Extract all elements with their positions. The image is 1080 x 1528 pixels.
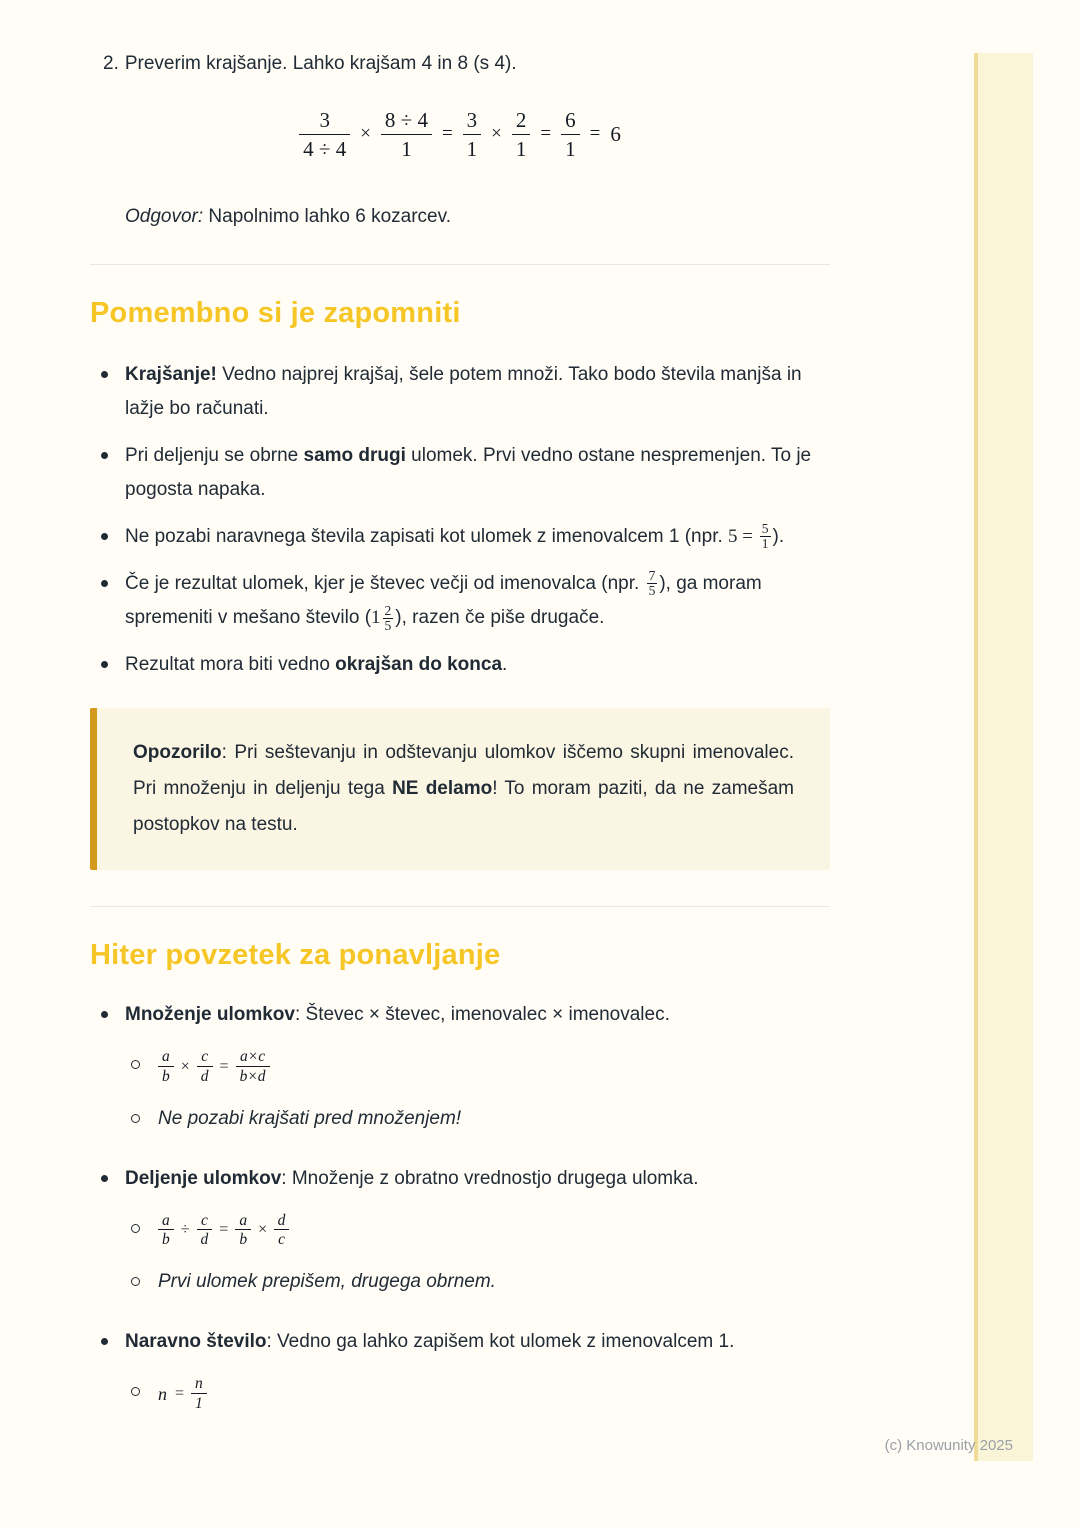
document-content: [90, 0, 830, 1413]
math-operator: ×: [180, 1057, 190, 1075]
fraction-numerator: c: [197, 1048, 213, 1067]
fraction: [158, 1212, 174, 1250]
answer-label: Odgovor:: [125, 206, 204, 227]
fraction: [299, 107, 350, 163]
important-bullet-list: [90, 358, 830, 682]
fraction-numerator: 5: [761, 521, 769, 537]
bullet-marker: [101, 452, 108, 459]
sub-note: [90, 1265, 830, 1299]
bullet-marker: [101, 533, 108, 540]
fraction-denominator: 1: [466, 136, 478, 161]
fraction-numerator: a: [158, 1048, 174, 1067]
fraction-denominator: b: [239, 1231, 248, 1249]
fraction-denominator: d: [200, 1067, 209, 1085]
bullet-marker: [101, 1011, 108, 1018]
warning-callout: Opozorilo: Pri seštevanju in odštevanju ulomkov iščemo skupni imenovalec. Pri množenju in deljenju tega NE delamo! To moram paziti, da ne zamešam postopkov na testu.: [90, 708, 830, 870]
fraction-numerator: n: [191, 1375, 207, 1394]
sub-bullet-marker: [131, 1060, 140, 1069]
bold-text: Množenje ulomkov: [125, 1004, 295, 1025]
fraction-denominator: 1: [515, 136, 527, 161]
fraction: [383, 604, 394, 633]
math-value: 6: [610, 121, 621, 146]
math-operator: =: [219, 1057, 229, 1075]
section-title-summary: Hiter povzetek za ponavljanje: [90, 939, 501, 971]
mixed-whole: 1: [371, 607, 381, 628]
sub-bullet-marker: [131, 1277, 140, 1286]
fraction-denominator: b×d: [239, 1067, 266, 1085]
numbered-step: [90, 50, 830, 79]
fraction-denominator: 1: [195, 1395, 203, 1413]
math-operator: ÷: [180, 1221, 190, 1239]
answer-text: Napolnimo lahko 6 kozarcev.: [203, 206, 451, 227]
fraction-numerator: 2: [512, 107, 531, 135]
section-divider: [90, 906, 830, 907]
bullet-marker: [101, 661, 108, 668]
fraction: [463, 107, 482, 163]
summary-item: [90, 1325, 830, 1359]
fraction-denominator: b: [162, 1231, 170, 1249]
fraction-denominator: 5: [648, 583, 656, 599]
math-operator: ×: [491, 123, 502, 145]
bullet-text: Pri deljenju se obrne samo drugi ulomek. Prvi vedno ostane nespremenjen. To je pogosta napaka.: [125, 445, 812, 500]
fraction-denominator: 5: [384, 618, 392, 634]
summary-item: [90, 998, 830, 1032]
sub-note: [90, 1102, 830, 1136]
math-operator: =: [540, 123, 552, 145]
fraction-numerator: c: [197, 1212, 213, 1231]
summary-item: [90, 1162, 830, 1196]
sub-formula: [90, 1375, 830, 1413]
math-operator: =: [175, 1385, 185, 1403]
sub-formula: [90, 1212, 830, 1250]
bullet-marker: [101, 371, 108, 378]
math-variable: n: [158, 1384, 167, 1405]
fraction: [235, 1212, 251, 1250]
fraction-numerator: a×c: [236, 1048, 270, 1067]
fraction-numerator: 3: [463, 107, 482, 135]
sub-bullet-marker: [131, 1387, 140, 1396]
fraction-denominator: 1: [401, 136, 412, 161]
fraction: [274, 1212, 289, 1250]
inline-math: 5 =: [728, 526, 758, 547]
fraction: [191, 1375, 207, 1413]
bullet-item: [90, 520, 830, 554]
fraction-equation: [90, 107, 830, 163]
bold-text: samo drugi: [303, 445, 406, 466]
fraction-numerator: 2: [384, 602, 392, 618]
answer-line: [90, 206, 830, 228]
bold-text: NE delamo: [392, 778, 493, 799]
math-operator: =: [441, 123, 453, 145]
sub-formula: [90, 1048, 830, 1086]
summary-list: [90, 998, 830, 1413]
fraction-numerator: 8 ÷ 4: [381, 107, 432, 135]
summary-item-text: Množenje ulomkov: Števec × števec, imenovalec × imenovalec.: [125, 1004, 670, 1025]
bold-text: Deljenje ulomkov: [125, 1167, 282, 1189]
notebook-margin-stripe: [974, 53, 1033, 1461]
math-operator: =: [219, 1221, 229, 1239]
fraction-denominator: c: [278, 1231, 285, 1249]
bullet-item: [90, 439, 830, 507]
fraction: [197, 1048, 213, 1086]
step-number: 2.: [103, 53, 119, 74]
fraction: [512, 107, 531, 163]
bullet-text: Krajšanje! Vedno najprej krajšaj, šele potem množi. Tako bodo števila manjša in lažje bo računati.: [125, 364, 802, 419]
fraction-numerator: 6: [561, 107, 580, 135]
step-text: Preverim krajšanje. Lahko krajšam 4 in 8 (s 4).: [124, 53, 517, 74]
bullet-text: Rezultat mora biti vedno okrajšan do konca.: [125, 654, 508, 675]
fraction-denominator: 1: [565, 136, 576, 161]
bullet-item: [90, 567, 830, 635]
bullet-text: Če je rezultat ulomek, kjer je števec večji od imenovalca (npr. $\frac{7}{5}$ ), ga moram spremeniti v mešano število (1 $\frac{2}{5}$ ), razen če piše drugače.: [125, 568, 762, 634]
fraction-denominator: d: [200, 1231, 209, 1249]
sub-note-text: Ne pozabi krajšati pred množenjem!: [158, 1107, 462, 1129]
formula: [158, 1375, 207, 1413]
bullet-marker: [101, 1175, 108, 1182]
fraction-denominator: 1: [761, 536, 769, 552]
bold-text: Naravno število: [125, 1331, 267, 1353]
fraction: [197, 1212, 213, 1250]
fraction-numerator: 3: [299, 107, 350, 135]
bold-text: Opozorilo: [133, 742, 222, 763]
bullet-text: Ne pozabi naravnega števila zapisati kot ulomek z imenovalcem 1 (npr. 5 = $\frac{5}{1}$ ).: [125, 521, 785, 552]
section-title-important: Pomembno si je zapomniti: [90, 297, 461, 329]
fraction: [158, 1048, 174, 1086]
fraction: [561, 107, 580, 163]
fraction: [760, 522, 771, 551]
section-divider: [90, 264, 830, 265]
fraction-numerator: a: [235, 1212, 251, 1231]
bullet-item: [90, 648, 830, 682]
math-operator: ×: [258, 1221, 268, 1239]
copyright-footer: (c) Knowunity 2025: [884, 1437, 1013, 1454]
bold-text: okrajšan do konca: [335, 654, 503, 675]
fraction-denominator: 4 ÷ 4: [303, 136, 347, 161]
formula: [158, 1211, 289, 1249]
mixed-number: [371, 602, 395, 634]
summary-item-text: Naravno število: Vedno ga lahko zapišem kot ulomek z imenovalcem 1.: [125, 1331, 735, 1353]
math-operator: =: [589, 123, 601, 145]
fraction: [381, 107, 432, 163]
fraction: [236, 1048, 270, 1086]
bold-text: Krajšanje!: [125, 364, 217, 385]
summary-item-text: Deljenje ulomkov: Množenje z obratno vrednostjo drugega ulomka.: [125, 1167, 699, 1189]
fraction-numerator: a: [158, 1212, 174, 1231]
fraction-numerator: 7: [648, 568, 656, 584]
math-operator: ×: [360, 123, 371, 145]
bullet-item: [90, 358, 830, 426]
fraction: [647, 569, 658, 598]
sub-bullet-marker: [131, 1224, 140, 1233]
fraction-denominator: b: [162, 1067, 170, 1085]
sub-bullet-marker: [131, 1114, 140, 1123]
fraction-numerator: d: [274, 1212, 289, 1231]
sub-note-text: Prvi ulomek prepišem, drugega obrnem.: [158, 1271, 496, 1293]
bullet-marker: [101, 580, 108, 587]
bullet-marker: [101, 1338, 108, 1345]
